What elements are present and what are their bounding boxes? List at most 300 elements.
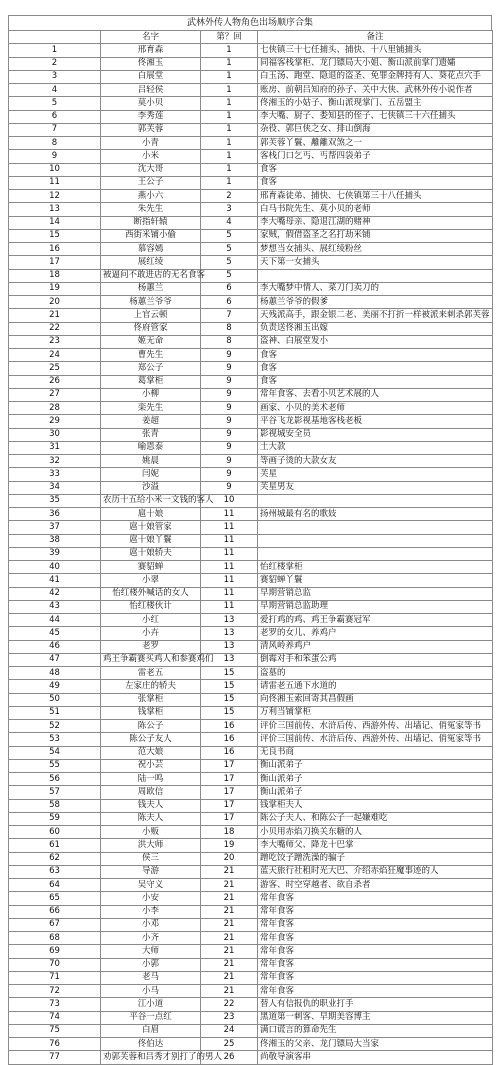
row-number: 55 xyxy=(9,759,101,772)
character-name: 老马 xyxy=(101,971,201,984)
table-row xyxy=(9,282,493,295)
row-number: 40 xyxy=(9,561,101,574)
table-row xyxy=(9,375,493,388)
character-name: 王公子 xyxy=(101,176,201,189)
episode-number: 2 xyxy=(201,190,258,203)
row-number: 72 xyxy=(9,985,101,998)
character-name: 祝小芸 xyxy=(101,759,201,772)
episode-number: 15 xyxy=(201,693,258,706)
character-note: 常年食客 xyxy=(258,971,493,984)
row-number: 73 xyxy=(9,998,101,1011)
table-row xyxy=(9,57,493,70)
character-note: 梦想当女捕头、展红绫粉丝 xyxy=(258,243,493,256)
row-number: 69 xyxy=(9,945,101,958)
character-note: 向佟湘玉索回寄其昌假画 xyxy=(258,693,493,706)
episode-number: 11 xyxy=(201,534,258,547)
character-note: 衡山派弟子 xyxy=(258,759,493,772)
character-name: 扈十娘丫鬟 xyxy=(101,534,201,547)
character-note: 扬州城最有名的歌妓 xyxy=(258,508,493,521)
row-number: 36 xyxy=(9,508,101,521)
table-row xyxy=(9,190,493,203)
row-number: 58 xyxy=(9,799,101,812)
table-row xyxy=(9,335,493,348)
episode-number: 17 xyxy=(201,812,258,825)
character-note: 尚敬导演客串 xyxy=(258,1051,493,1064)
row-number: 68 xyxy=(9,932,101,945)
row-number: 6 xyxy=(9,110,101,123)
character-name: 李秀莲 xyxy=(101,110,201,123)
table-row xyxy=(9,892,493,905)
character-name: 曹先生 xyxy=(101,349,201,362)
episode-number: 5 xyxy=(201,243,258,256)
header-row xyxy=(9,31,493,44)
episode-number: 1 xyxy=(201,70,258,83)
table-row xyxy=(9,349,493,362)
row-number: 3 xyxy=(9,70,101,83)
character-note: 李大嘴梦中情人、菜刀门卖刀的 xyxy=(258,282,493,295)
row-number: 57 xyxy=(9,786,101,799)
character-note: 爱打鸡的鸡、鸡王争霸赛冠军 xyxy=(258,614,493,627)
row-number: 60 xyxy=(9,826,101,839)
character-note: 早期营销总监 xyxy=(258,587,493,600)
character-name: 扈十娘 xyxy=(101,508,201,521)
table-row xyxy=(9,481,493,494)
character-note: 负责送佟湘玉出嫁 xyxy=(258,322,493,335)
header-name: 名字 xyxy=(101,31,201,44)
table-row xyxy=(9,600,493,613)
episode-number: 1 xyxy=(201,44,258,57)
row-number: 8 xyxy=(9,137,101,150)
table-row xyxy=(9,627,493,640)
character-note: 郭芙蓉丫鬟、離離双煞之一 xyxy=(258,137,493,150)
character-note: 家贼，假借盗圣之名打劫米铺 xyxy=(258,229,493,242)
character-name: 老罗 xyxy=(101,640,201,653)
episode-number: 16 xyxy=(201,733,258,746)
character-name: 江小道 xyxy=(101,998,201,1011)
character-name: 沙溢 xyxy=(101,481,201,494)
character-name: 小马 xyxy=(101,985,201,998)
character-name: 郭芙蓉 xyxy=(101,123,201,136)
episode-number: 15 xyxy=(201,667,258,680)
character-note: 客栈门口乞丐、丐帮四袋弟子 xyxy=(258,150,493,163)
table-row xyxy=(9,614,493,627)
character-note: 陈公子夫人、和陈公子一起嫌难吃 xyxy=(258,812,493,825)
character-name: 张掌柜 xyxy=(101,693,201,706)
row-number: 49 xyxy=(9,680,101,693)
episode-number: 1 xyxy=(201,84,258,97)
episode-number: 20 xyxy=(201,852,258,865)
character-name: 展红绫 xyxy=(101,256,201,269)
episode-number: 11 xyxy=(201,574,258,587)
episode-number: 11 xyxy=(201,547,258,560)
table-row xyxy=(9,879,493,892)
character-note: 评价三国前传、水浒后传、西游外传、出墙记、俏冤家等书 xyxy=(258,720,493,733)
episode-number: 21 xyxy=(201,865,258,878)
episode-number: 1 xyxy=(201,123,258,136)
row-number: 32 xyxy=(9,455,101,468)
character-name: 左家庄的轿夫 xyxy=(101,680,201,693)
character-name: 劝郭芙蓉和吕秀才别打了的男人 xyxy=(101,1051,201,1064)
row-number: 71 xyxy=(9,971,101,984)
row-number: 74 xyxy=(9,1011,101,1024)
character-name: 姬无命 xyxy=(101,335,201,348)
character-note: 衡山派弟子 xyxy=(258,773,493,786)
table-row xyxy=(9,216,493,229)
character-name: 小邓 xyxy=(101,918,201,931)
character-note: 食客 xyxy=(258,349,493,362)
episode-number: 15 xyxy=(201,706,258,719)
episode-number: 6 xyxy=(201,296,258,309)
character-note: 画家、小贝的美术老师 xyxy=(258,402,493,415)
character-note: 赛貂蝉丫鬟 xyxy=(258,574,493,587)
character-name: 雷老五 xyxy=(101,667,201,680)
character-name: 白眉 xyxy=(101,1024,201,1037)
row-number: 29 xyxy=(9,415,101,428)
character-note: 游客、时空穿越者、欲自杀者 xyxy=(258,879,493,892)
episode-number: 13 xyxy=(201,640,258,653)
row-number: 15 xyxy=(9,229,101,242)
character-name: 小齐 xyxy=(101,932,201,945)
table-row xyxy=(9,693,493,706)
character-name: 吴守义 xyxy=(101,879,201,892)
character-note: 盗墓的 xyxy=(258,667,493,680)
episode-number: 11 xyxy=(201,587,258,600)
episode-number: 5 xyxy=(201,269,258,282)
table-row xyxy=(9,826,493,839)
row-number: 70 xyxy=(9,958,101,971)
table-row xyxy=(9,508,493,521)
row-number: 5 xyxy=(9,97,101,110)
table-row xyxy=(9,918,493,931)
row-number: 13 xyxy=(9,203,101,216)
character-note xyxy=(258,547,493,560)
table-row xyxy=(9,958,493,971)
episode-number: 9 xyxy=(201,402,258,415)
row-number: 48 xyxy=(9,667,101,680)
character-name: 怡红楼伙计 xyxy=(101,600,201,613)
row-number: 33 xyxy=(9,468,101,481)
table-row xyxy=(9,706,493,719)
row-number: 64 xyxy=(9,879,101,892)
table-row xyxy=(9,653,493,666)
table-row xyxy=(9,256,493,269)
row-number: 34 xyxy=(9,481,101,494)
character-note: 请雷老五通下水道的 xyxy=(258,680,493,693)
episode-number: 13 xyxy=(201,614,258,627)
row-number: 76 xyxy=(9,1038,101,1051)
table-row xyxy=(9,441,493,454)
character-note: 蹭吃饺子蹭洗澡的骗子 xyxy=(258,852,493,865)
table-row xyxy=(9,905,493,918)
character-name: 范大娘 xyxy=(101,746,201,759)
episode-number: 9 xyxy=(201,362,258,375)
character-name: 上官云顿 xyxy=(101,309,201,322)
table-row xyxy=(9,455,493,468)
character-note: 芙星男友 xyxy=(258,481,493,494)
character-name: 小李 xyxy=(101,905,201,918)
episode-number: 13 xyxy=(201,627,258,640)
table-row xyxy=(9,229,493,242)
character-name: 陆一鸣 xyxy=(101,773,201,786)
episode-number: 26 xyxy=(201,1051,258,1064)
table-row xyxy=(9,1011,493,1024)
character-note: 同福客栈掌柜、龙门镖局大小姐、衡山派前掌门遗孀 xyxy=(258,57,493,70)
character-name: 西街米铺小偷 xyxy=(101,229,201,242)
character-note: 常年食客 xyxy=(258,918,493,931)
character-note xyxy=(258,521,493,534)
episode-number: 17 xyxy=(201,799,258,812)
character-name: 被逼问不敢进店的无名食客 xyxy=(101,269,201,282)
row-number: 17 xyxy=(9,256,101,269)
table-row xyxy=(9,534,493,547)
row-number: 45 xyxy=(9,627,101,640)
episode-number: 9 xyxy=(201,481,258,494)
character-name: 小卉 xyxy=(101,627,201,640)
row-number: 22 xyxy=(9,322,101,335)
character-name: 农历十五给小米一文钱的客人 xyxy=(101,494,201,507)
character-name: 怡红楼外喊话的女人 xyxy=(101,587,201,600)
character-note: 佟湘玉的小姑子、衡山派现掌门、五岳盟主 xyxy=(258,97,493,110)
character-name: 小红 xyxy=(101,614,201,627)
table-row xyxy=(9,667,493,680)
row-number: 53 xyxy=(9,733,101,746)
character-name: 小青 xyxy=(101,137,201,150)
table-row xyxy=(9,309,493,322)
table-row xyxy=(9,759,493,772)
episode-number: 21 xyxy=(201,958,258,971)
row-number: 35 xyxy=(9,494,101,507)
character-note: 常年食客 xyxy=(258,932,493,945)
row-number: 21 xyxy=(9,309,101,322)
row-number: 65 xyxy=(9,892,101,905)
row-number: 18 xyxy=(9,269,101,282)
episode-number: 21 xyxy=(201,945,258,958)
table-row xyxy=(9,468,493,481)
episode-number: 9 xyxy=(201,428,258,441)
character-note: 食客 xyxy=(258,163,493,176)
character-note: 老罗的女儿、养鸡户 xyxy=(258,627,493,640)
table-row xyxy=(9,998,493,1011)
character-note: 常年食客 xyxy=(258,945,493,958)
character-note: 账房、前朝吕知府的孙子、关中大侠、武林外传小说作者 xyxy=(258,84,493,97)
row-number: 46 xyxy=(9,640,101,653)
character-name: 导游 xyxy=(101,865,201,878)
table-row xyxy=(9,70,493,83)
row-number: 61 xyxy=(9,839,101,852)
table-row xyxy=(9,587,493,600)
row-number: 19 xyxy=(9,282,101,295)
table-row xyxy=(9,932,493,945)
character-note: 李大嘴、厨子、娄知县的侄子、七侠镇三十六任捕头 xyxy=(258,110,493,123)
row-number: 16 xyxy=(9,243,101,256)
episode-number: 24 xyxy=(201,1024,258,1037)
table-row xyxy=(9,402,493,415)
table-row xyxy=(9,547,493,560)
character-name: 侯三 xyxy=(101,852,201,865)
episode-number: 1 xyxy=(201,176,258,189)
row-number: 24 xyxy=(9,349,101,362)
episode-number: 9 xyxy=(201,455,258,468)
row-number: 37 xyxy=(9,521,101,534)
episode-number: 25 xyxy=(201,1038,258,1051)
episode-number: 1 xyxy=(201,137,258,150)
episode-number: 9 xyxy=(201,375,258,388)
table-row xyxy=(9,521,493,534)
character-name: 佟湘玉 xyxy=(101,57,201,70)
character-note: 杂役、郭巨侠之女、排山倒海 xyxy=(258,123,493,136)
row-number: 54 xyxy=(9,746,101,759)
episode-number: 11 xyxy=(201,600,258,613)
character-name: 洪大师 xyxy=(101,839,201,852)
row-number: 67 xyxy=(9,918,101,931)
row-number: 4 xyxy=(9,84,101,97)
character-name: 小米 xyxy=(101,150,201,163)
character-note: 李大嘴师父、降龙十巴掌 xyxy=(258,839,493,852)
table-row xyxy=(9,680,493,693)
character-note: 影视城安全员 xyxy=(258,428,493,441)
character-name: 姚晨 xyxy=(101,455,201,468)
table-row xyxy=(9,97,493,110)
episode-number: 17 xyxy=(201,759,258,772)
character-name: 平谷一点红 xyxy=(101,1011,201,1024)
character-name: 杨蕙兰 xyxy=(101,282,201,295)
episode-number: 21 xyxy=(201,932,258,945)
table-row xyxy=(9,561,493,574)
character-note: 白玉汤、跑堂、隐退的盗圣、免罪金牌持有人、葵花点穴手 xyxy=(258,70,493,83)
character-name: 扈十娘管家 xyxy=(101,521,201,534)
episode-number: 8 xyxy=(201,322,258,335)
character-note: 蓝天旅行社租时光大巴、介绍赤焰狂魔事迹的人 xyxy=(258,865,493,878)
character-note: 衡山派弟子 xyxy=(258,786,493,799)
character-note: 白马书院先生、莫小贝的老师 xyxy=(258,203,493,216)
character-name: 大师 xyxy=(101,945,201,958)
row-number: 1 xyxy=(9,44,101,57)
episode-number: 21 xyxy=(201,971,258,984)
row-number: 12 xyxy=(9,190,101,203)
table-row xyxy=(9,733,493,746)
character-note: 七侠镇三十七任捕头、捕快、十八里铺捕头 xyxy=(258,44,493,57)
episode-number: 9 xyxy=(201,388,258,401)
character-name: 闫妮 xyxy=(101,468,201,481)
character-note: 食客 xyxy=(258,176,493,189)
episode-number: 3 xyxy=(201,203,258,216)
character-name: 慕容嫣 xyxy=(101,243,201,256)
character-name: 朱先生 xyxy=(101,203,201,216)
table-row xyxy=(9,84,493,97)
row-number: 63 xyxy=(9,865,101,878)
table-row xyxy=(9,945,493,958)
character-note: 土大款 xyxy=(258,441,493,454)
character-name: 周欧信 xyxy=(101,786,201,799)
character-name: 小翠 xyxy=(101,574,201,587)
table-row xyxy=(9,428,493,441)
row-number: 26 xyxy=(9,375,101,388)
row-number: 9 xyxy=(9,150,101,163)
episode-number: 16 xyxy=(201,720,258,733)
episode-number: 11 xyxy=(201,561,258,574)
character-note: 无良书商 xyxy=(258,746,493,759)
character-name: 佟伯达 xyxy=(101,1038,201,1051)
character-name: 张青 xyxy=(101,428,201,441)
episode-number: 1 xyxy=(201,110,258,123)
character-note: 满口谎言的算命先生 xyxy=(258,1024,493,1037)
row-number: 31 xyxy=(9,441,101,454)
episode-number: 9 xyxy=(201,468,258,481)
character-name: 喻恩泰 xyxy=(101,441,201,454)
character-note: 小贝用赤焰刀换关东糖的人 xyxy=(258,826,493,839)
table-row xyxy=(9,203,493,216)
episode-number: 21 xyxy=(201,985,258,998)
header-number xyxy=(9,31,101,44)
episode-number: 5 xyxy=(201,229,258,242)
character-name: 钱掌柜 xyxy=(101,706,201,719)
episode-number: 15 xyxy=(201,680,258,693)
character-note: 替人有信报仇的职业打手 xyxy=(258,998,493,1011)
table-row xyxy=(9,296,493,309)
character-note: 杨蕙兰爷爷的假爹 xyxy=(258,296,493,309)
character-name: 白展堂 xyxy=(101,70,201,83)
character-name: 钱夫人 xyxy=(101,799,201,812)
table-row xyxy=(9,137,493,150)
character-note: 早期营销总监助理 xyxy=(258,600,493,613)
table-row xyxy=(9,773,493,786)
row-number: 44 xyxy=(9,614,101,627)
row-number: 51 xyxy=(9,706,101,719)
row-number: 59 xyxy=(9,812,101,825)
character-name: 燕小六 xyxy=(101,190,201,203)
episode-number: 21 xyxy=(201,905,258,918)
episode-number: 4 xyxy=(201,216,258,229)
character-name: 吕轻侯 xyxy=(101,84,201,97)
episode-number: 1 xyxy=(201,57,258,70)
character-name: 小柳 xyxy=(101,388,201,401)
character-note: 黑道第一刺客、早期美容博主 xyxy=(258,1011,493,1024)
character-note: 邢育森徒弟、捕快、七侠镇第三十八任捕头 xyxy=(258,190,493,203)
table-row xyxy=(9,799,493,812)
episode-number: 6 xyxy=(201,282,258,295)
row-number: 75 xyxy=(9,1024,101,1037)
character-note: 怡红楼掌柜 xyxy=(258,561,493,574)
row-number: 7 xyxy=(9,123,101,136)
character-table xyxy=(8,30,493,1065)
character-note: 李大嘴母亲、隐退江湖的赌神 xyxy=(258,216,493,229)
character-note: 食客 xyxy=(258,375,493,388)
character-note: 平谷飞龙影视基地客栈老板 xyxy=(258,415,493,428)
character-note xyxy=(258,494,493,507)
character-note: 评价三国前传、水浒后传、西游外传、出墙记、俏冤家等书 xyxy=(258,733,493,746)
table-row xyxy=(9,1038,493,1051)
table-row xyxy=(9,176,493,189)
table-row xyxy=(9,110,493,123)
row-number: 14 xyxy=(9,216,101,229)
episode-number: 8 xyxy=(201,335,258,348)
row-number: 42 xyxy=(9,587,101,600)
header-note: 备注 xyxy=(258,31,493,44)
character-note: 天下第一女捕头 xyxy=(258,256,493,269)
row-number: 23 xyxy=(9,335,101,348)
episode-number: 7 xyxy=(201,309,258,322)
table-row xyxy=(9,865,493,878)
row-number: 20 xyxy=(9,296,101,309)
row-number: 27 xyxy=(9,388,101,401)
row-number: 11 xyxy=(9,176,101,189)
row-number: 25 xyxy=(9,362,101,375)
episode-number: 1 xyxy=(201,150,258,163)
episode-number: 23 xyxy=(201,1011,258,1024)
episode-number: 17 xyxy=(201,773,258,786)
character-name: 断指轩辕 xyxy=(101,216,201,229)
table-row xyxy=(9,44,493,57)
